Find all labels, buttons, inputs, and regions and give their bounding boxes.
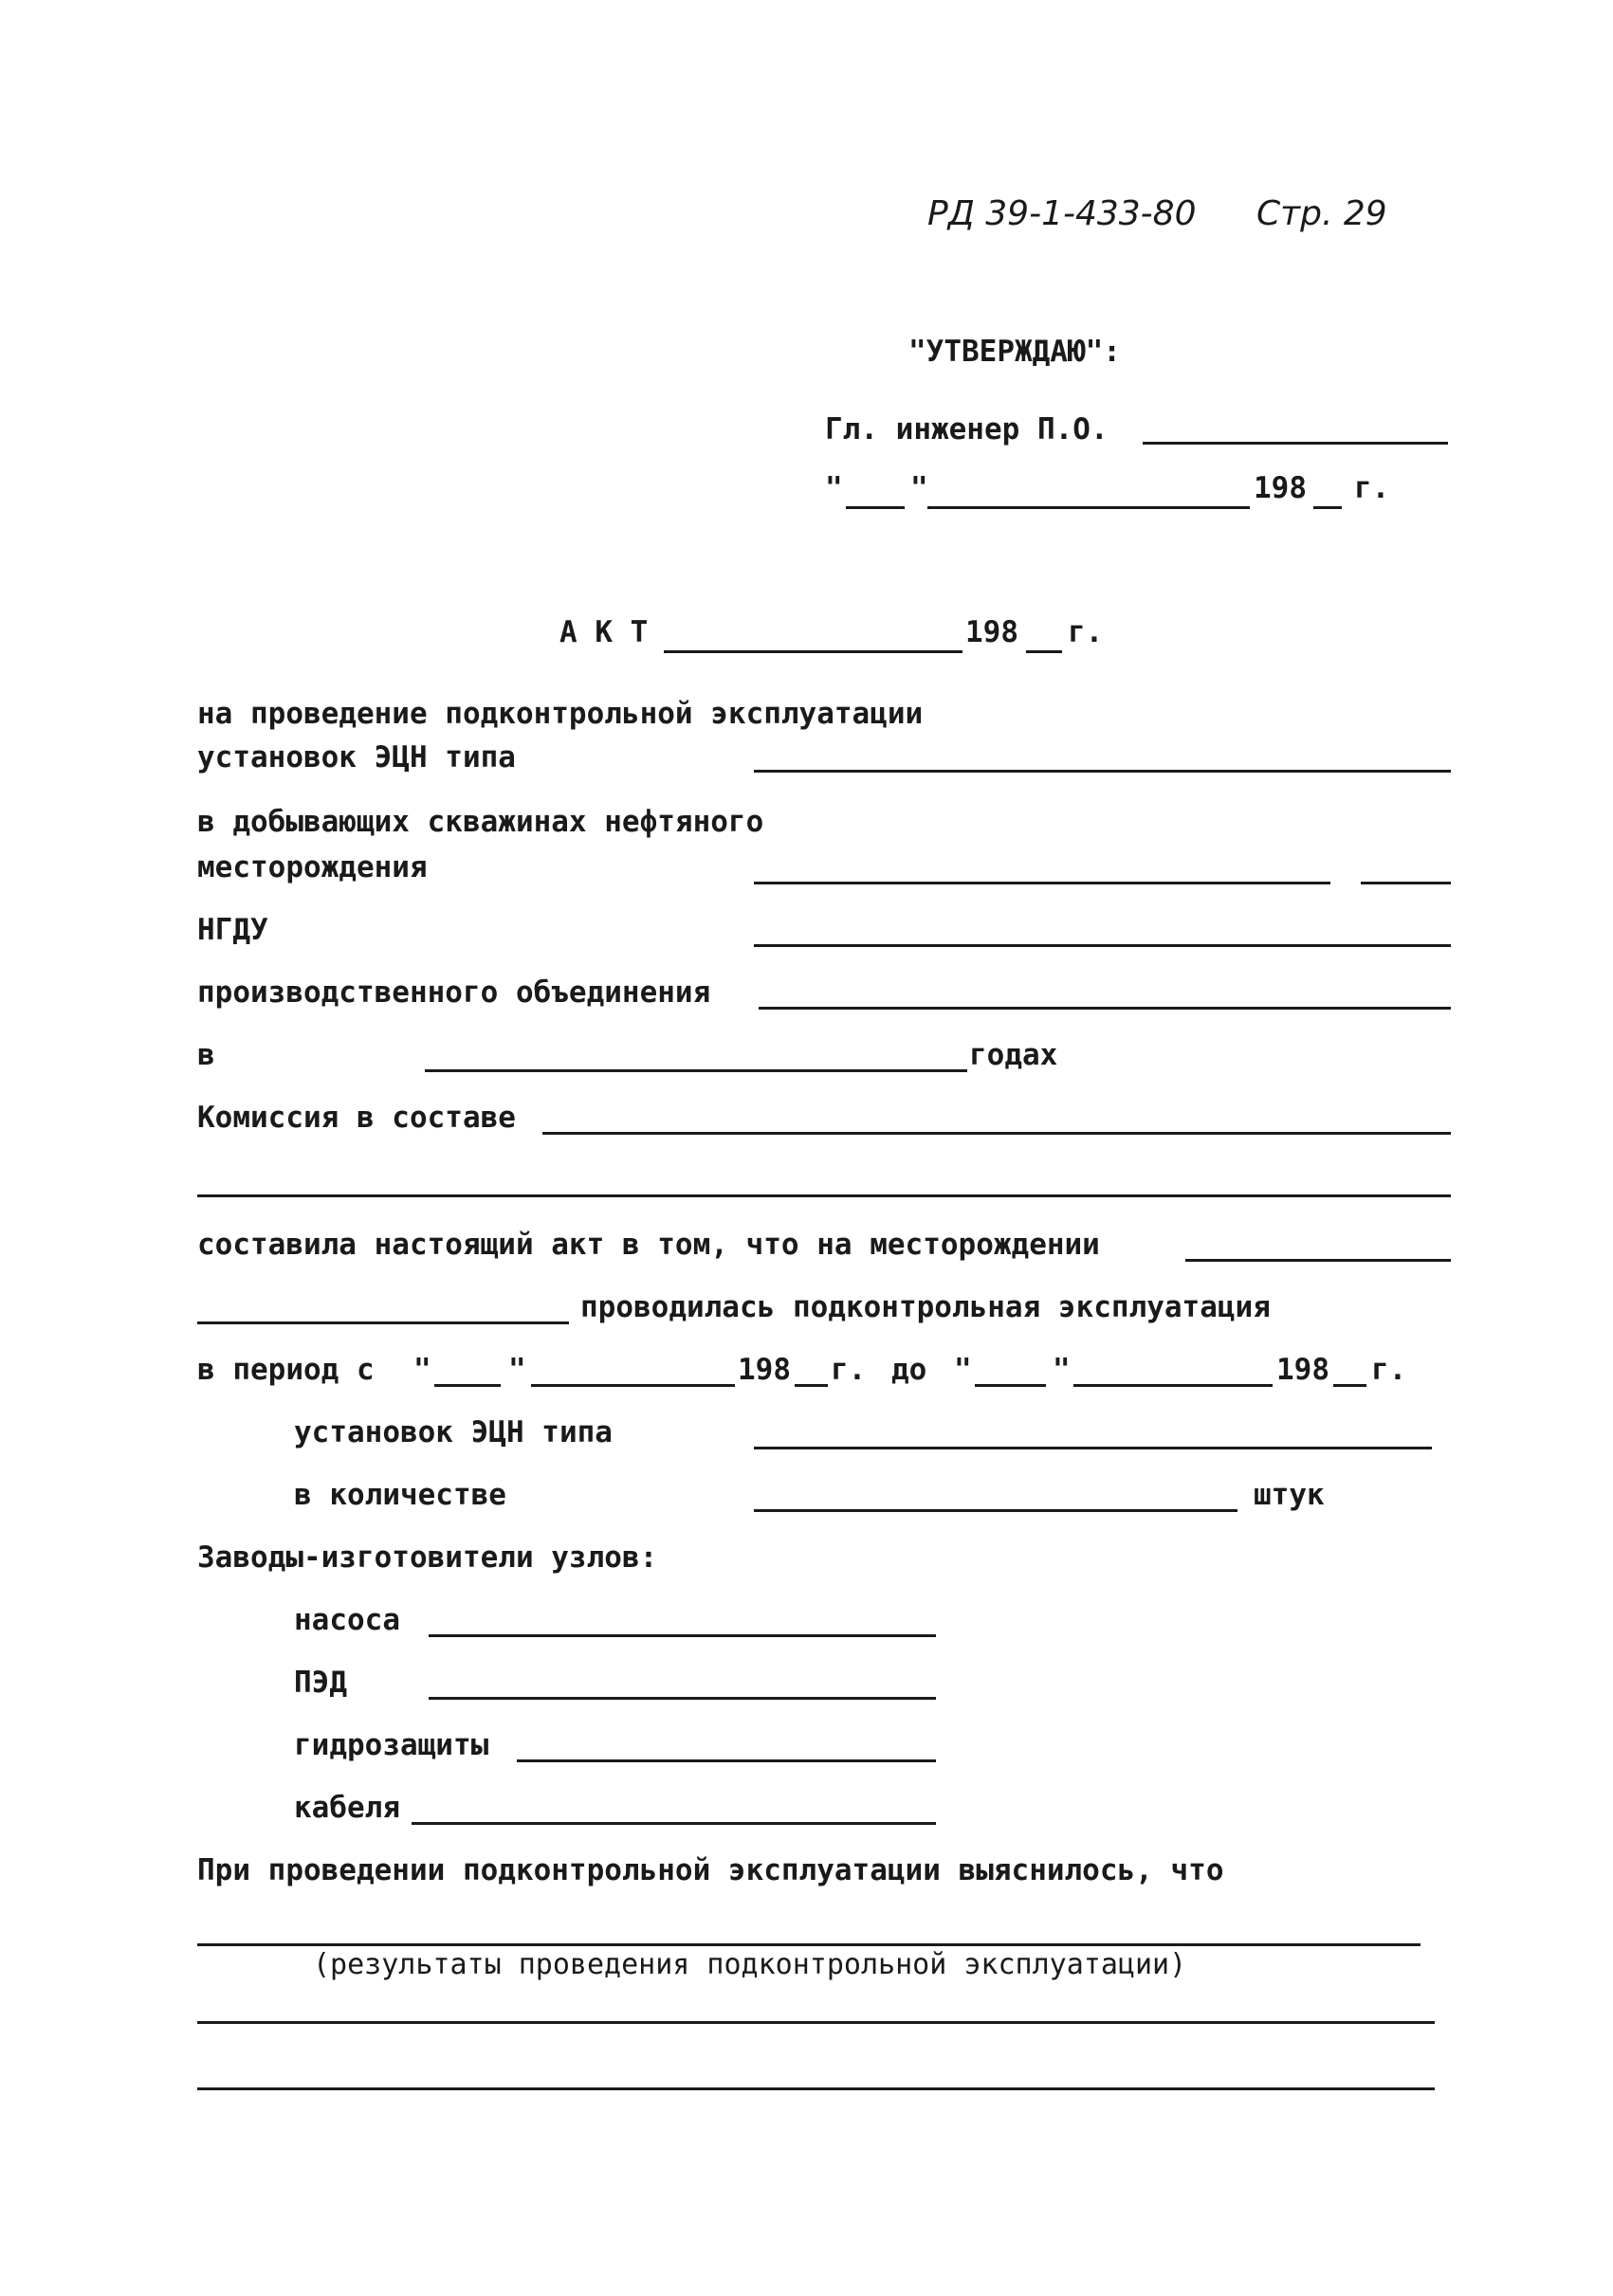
results-caption: (результаты проведения подконтрольной эксплуатации) [313,1948,1187,1981]
esp-type-line-2 [754,1447,1432,1449]
commission-line-2 [197,1194,1451,1197]
quantity-line [754,1509,1237,1512]
field-line [754,882,1330,884]
approval-quote-close: " [910,471,928,505]
act-title: А К Т [559,615,649,649]
approval-month-line [927,506,1250,509]
line-years-suffix: годах [969,1038,1058,1072]
line-compiled: составила настоящий акт в том, что на месторождении [197,1228,1100,1262]
approval-day-line [846,506,905,509]
act-year-line [1026,650,1062,653]
line-manufacturers: Заводы-изготовители узлов: [197,1540,658,1575]
line-protector: гидрозащиты [294,1728,489,1762]
approval-position: Гл. инженер П.О. [825,412,1109,446]
period-to-day-line [975,1384,1046,1387]
period-from-quote-open: " [413,1353,431,1387]
period-from-year: 198 [738,1353,791,1387]
approval-signature-line [1143,442,1448,445]
period-to-year: 198 [1276,1353,1329,1387]
results-line-3 [197,2087,1435,2090]
commission-line [542,1132,1451,1135]
pump-line [429,1634,936,1637]
compiled-field-line [1185,1259,1451,1262]
approval-year: 198 [1254,471,1307,505]
line-purpose: на проведение подконтрольной эксплуатации [197,697,924,731]
period-from-year-line [795,1384,828,1387]
period-from-day-line [434,1384,501,1387]
line-years-prefix: в [197,1038,215,1072]
results-line-1 [197,1943,1421,1946]
association-line [759,1007,1451,1010]
period-from-quote-close: " [508,1353,526,1387]
protector-line [517,1759,936,1762]
line-esp-type-2: установок ЭЦН типа [294,1415,613,1449]
line-cable: кабеля [294,1791,400,1825]
page-number: Стр. 29 [1256,194,1387,233]
line-pump: насоса [294,1603,400,1637]
period-from-month-line [531,1384,735,1387]
approval-title: "УТВЕРЖДАЮ": [908,335,1121,369]
line-esp-type: установок ЭЦН типа [197,740,516,774]
line-commission: Комиссия в составе [197,1101,516,1135]
line-operation: проводилась подконтрольная эксплуатация [580,1290,1271,1324]
period-to-g: г. [1371,1353,1407,1387]
line-field: месторождения [197,850,428,884]
period-to-month-line [1073,1384,1273,1387]
approval-quote-open: " [825,471,843,505]
line-association: производственного объединения [197,975,711,1010]
period-from-g: г. [831,1353,867,1387]
field-line-tail [1361,882,1451,884]
line-wells: в добывающих скважинах нефтяного [197,805,764,839]
ngdu-line [754,944,1451,947]
line-period: в период с [197,1353,375,1387]
act-date-line [664,650,962,653]
quantity-suffix: штук [1254,1478,1325,1512]
line-ngdu: НГДУ [197,913,268,947]
act-year: 198 [965,615,1018,649]
doc-code: РД 39-1-433-80 [927,194,1197,233]
act-year-suffix: г. [1068,615,1104,649]
line-findings: При проведении подконтрольной эксплуатации выяснилось, что [197,1853,1224,1887]
line-quantity: в количестве [294,1478,506,1512]
period-to-quote-close: " [1053,1353,1071,1387]
results-line-2 [197,2021,1435,2024]
operation-field-line [197,1321,569,1324]
motor-line [429,1697,936,1700]
approval-year-suffix: г. [1354,471,1390,505]
line-motor: ПЭД [294,1666,347,1700]
years-line [425,1069,967,1072]
approval-year-line [1313,506,1342,509]
period-to: до [891,1353,927,1387]
period-to-quote-open: " [954,1353,972,1387]
period-to-year-line [1333,1384,1366,1387]
cable-line [412,1822,936,1825]
esp-type-line [754,770,1451,773]
